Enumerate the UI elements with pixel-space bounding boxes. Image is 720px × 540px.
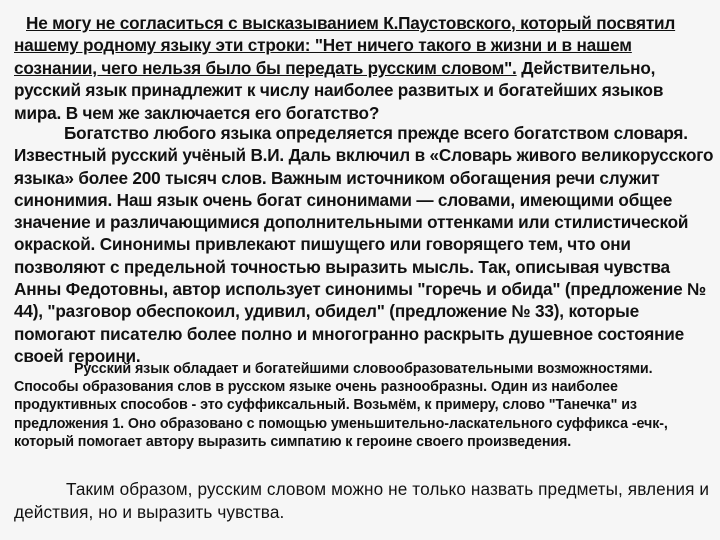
- paragraph-vocabulary-text: Богатство любого языка определяется прежде всего богатством словаря. Известный русский учёный В.И. Даль включил в «Словарь живого великорусского языка» более 200 тысяч слов. Важным источником обогащения речи служит синонимия. Наш язык очень богат синонимами — словами, имеющими общее значение и различающимися дополнительными оттенками или стилистической окраской. Синонимы привлекают пишущего или говорящего тем, что они позволяют с предельной точностью выразить мысль. Так, описывая чувства Анны Федотовны, автор использует синонимы "горечь и обида" (предложение № 44), "разговор обеспокоил, удивил, обидел" (предложение № 33), которые помогают писателю более полно и многогранно раскрыть душевное состояние своей героини.: [14, 123, 714, 366]
- paragraph-word-formation: [14, 360, 716, 451]
- paustovsky-quote: Не могу не согласиться с высказыванием К.Паустовского, который посвятил нашему родному языку эти строки: "Нет ничего такого в жизни и в нашем сознании, чего нельзя было бы передать русским словом".: [14, 13, 676, 78]
- paragraph-conclusion-text: Таким образом, русским словом можно не только назвать предметы, явления и действия, но и выразить чувства.: [14, 479, 710, 522]
- intro-continuation: Действительно, русский язык принадлежит к числу наиболее развитых и богатейших языков мира. В чем же заключается его богатство?: [14, 57, 664, 123]
- paragraph-conclusion: [14, 478, 714, 524]
- paragraph-vocabulary: [14, 122, 714, 367]
- paragraph-word-formation-text: Русский язык обладает и богатейшими словообразовательными возможностями. Способы образования слов в русском языке очень разнообразны. Один из наиболее продуктивных способов - это суффиксальный. Возьмём, к примеру, слово "Танечка" из предложения 1. Оно образовано с помощью уменьшительно-ласкательного суффикса -ечк-, который помогает автору выразить симпатию к героине своего произведения.: [14, 361, 668, 450]
- paragraph-intro: [14, 12, 714, 124]
